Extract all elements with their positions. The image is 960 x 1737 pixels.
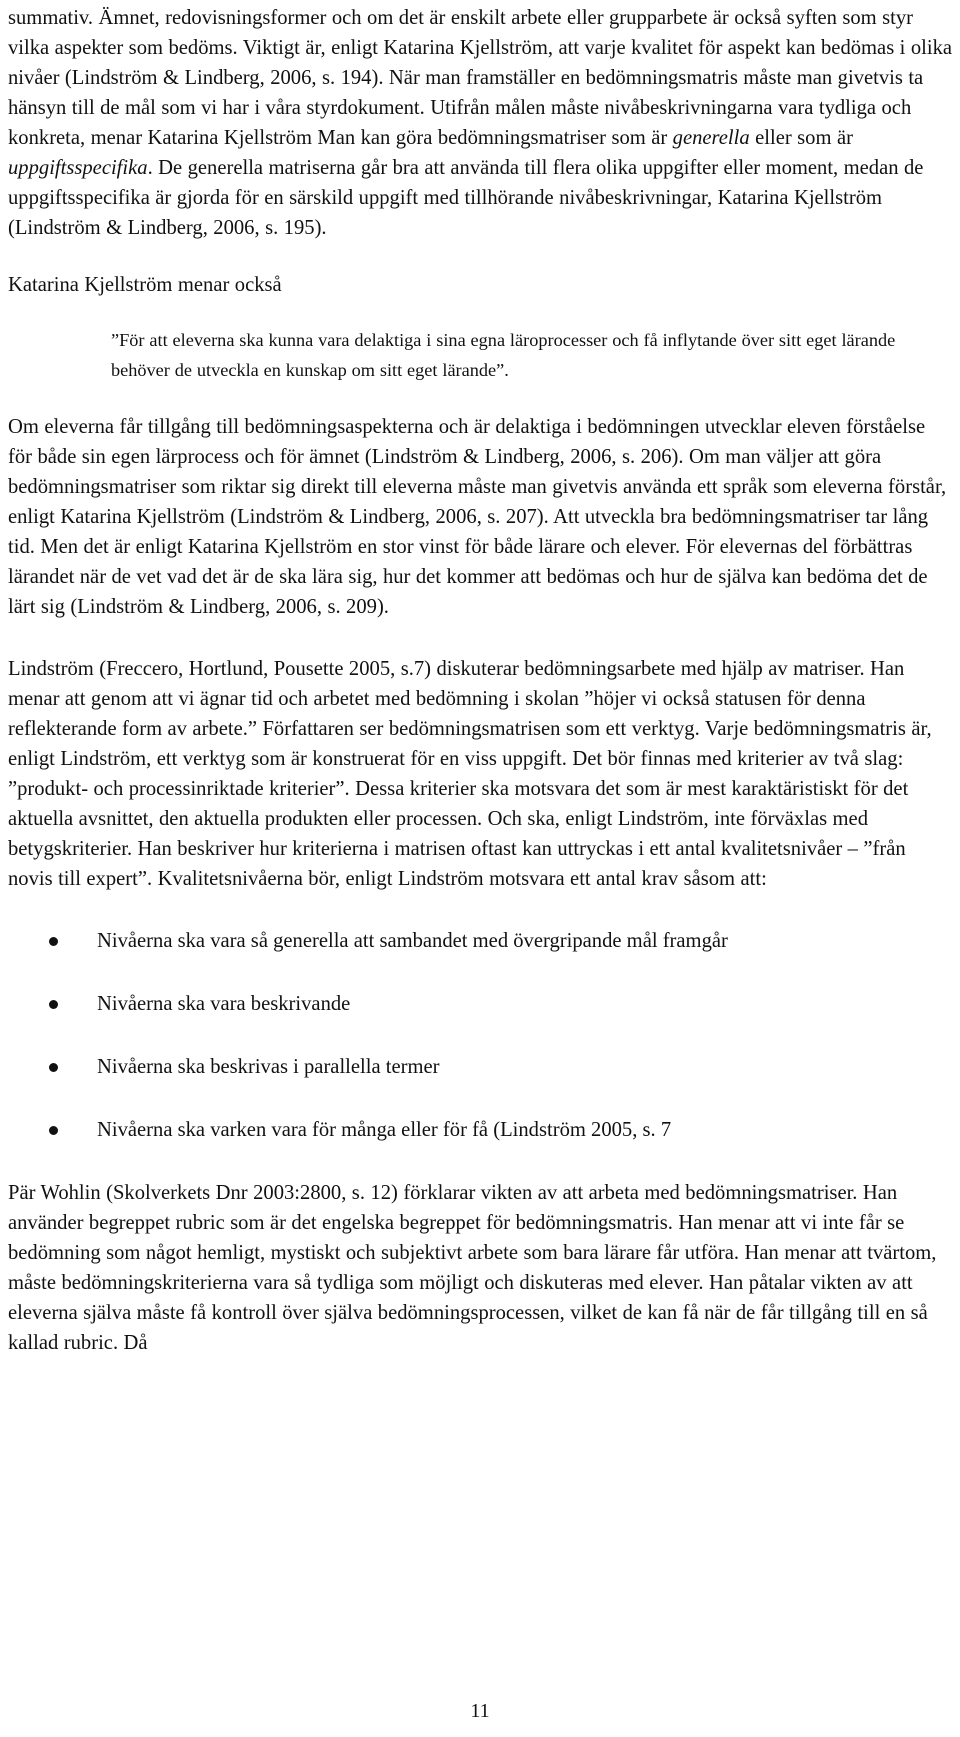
- bullet-icon: [49, 1126, 58, 1135]
- list-item-text: Nivåerna ska vara beskrivande: [97, 993, 351, 1015]
- bullet-icon: [49, 1063, 58, 1072]
- body-paragraph: Pär Wohlin (Skolverkets Dnr 2003:2800, s. 12) förklarar vikten av att arbeta med bedömningsmatriser. Han använder begreppet rubric som är det engelska begreppet för bedömningsmatris. Han menar att vi inte får se bedömning som något hemligt, mystiskt och subjektivt arbete som bara lärare får utföra. Han menar att tvärtom, måste bedömningskriterierna vara så tydliga som möjligt och diskuteras med elever. Han påtalar vikten av att eleverna själva måste få kontroll över själva bedömningsprocessen, vilket de kan få när de får tillgång till en så kallad rubric. Då: [8, 1182, 937, 1354]
- paragraph-text: summativ. Ämnet, redovisningsformer och om det är enskilt arbete eller grupparbete är också syften som styr vilka aspekter som bedöms. Viktigt är, enligt Katarina Kjellström, att varje kvalitet för aspekt kan bedömas i olika nivåer (Lindström & Lindberg, 2006, s. 194). När man framställer en bedömningsmatris måste man givetvis ta hänsyn till de mål som vi har i våra styrdokument. Utifrån målen måste nivåbeskrivningarna vara tydliga och konkreta, menar Katarina Kjellström Man kan göra bedömningsmatriser som är: [8, 7, 953, 149]
- bullet-icon: [49, 937, 58, 946]
- document-page: [8, 0, 952, 1358]
- page-number: 11: [470, 1700, 490, 1722]
- list-item-text: Nivåerna ska vara så generella att sambandet med övergripande mål framgår: [97, 930, 728, 952]
- list-item-text: Nivåerna ska varken vara för många eller för få (Lindström 2005, s. 7: [97, 1119, 672, 1141]
- quote-intro: Katarina Kjellström menar också: [8, 274, 282, 296]
- block-quote: ”För att eleverna ska kunna vara delaktiga i sina egna läroprocesser och få inflytande över sitt eget lärande behöver de utveckla en kunskap om sitt eget lärande”.: [111, 330, 896, 380]
- paragraph-text: eller som är: [749, 127, 853, 149]
- emphasis-generella: generella: [672, 127, 750, 149]
- bullet-list: [8, 926, 952, 1145]
- bullet-icon: [49, 1000, 58, 1009]
- paragraph-text: . De generella matriserna går bra att använda till flera olika uppgifter eller moment, medan de uppgiftsspecifika är gjorda för en särskild uppgift med tillhörande nivåbeskrivningar, Katarina Kjellström (Lindström & Lindberg, 2006, s. 195).: [8, 157, 924, 239]
- body-paragraph: [8, 3, 952, 243]
- list-item-text: Nivåerna ska beskrivas i parallella termer: [97, 1056, 440, 1078]
- body-paragraph: Om eleverna får tillgång till bedömningsaspekterna och är delaktiga i bedömningen utvecklar eleven förståelse för både sin egen lärprocess och för ämnet (Lindström & Lindberg, 2006, s. 206). Om man väljer att göra bedömningsmatriser som riktar sig direkt till eleverna måste man givetvis använda ett språk som eleverna förstår, enligt Katarina Kjellström (Lindström & Lindberg, 2006, s. 207). Att utveckla bra bedömningsmatriser tar lång tid. Men det är enligt Katarina Kjellström en stor vinst för både lärare och elever. För elevernas del förbättras lärandet när de vet vad det är de ska lära sig, hur det kommer att bedömas och hur de själva kan bedöma det de lärt sig (Lindström & Lindberg, 2006, s. 209).: [8, 416, 947, 618]
- list-item: [8, 1115, 952, 1145]
- list-item: [8, 926, 952, 956]
- list-item: [8, 1052, 952, 1082]
- body-paragraph: Lindström (Freccero, Hortlund, Pousette 2005, s.7) diskuterar bedömningsarbete med hjälp av matriser. Han menar att genom att vi ägnar tid och arbetet med bedömning i skolan ”höjer vi också statusen för denna reflekterande form av arbete.” Författaren ser bedömningsmatrisen som ett verktyg. Varje bedömningsmatris är, enligt Lindström, ett verktyg som är konstruerat för en viss uppgift. Det bör finnas med kriterier av två slag: ”produkt- och processinriktade kriterier”. Dessa kriterier ska motsvara det som är mest karaktäristiskt för det aktuella avsnittet, den aktuella produkten eller processen. Och ska, enligt Lindström, inte förväxlas med betygskriterier. Han beskriver hur kriterierna i matrisen oftast kan uttryckas i ett antal kvalitetsnivåer – ”från novis till expert”. Kvalitetsnivåerna bör, enligt Lindström motsvara ett antal krav såsom att:: [8, 658, 932, 890]
- emphasis-uppgiftsspecifika: uppgiftsspecifika: [8, 157, 148, 179]
- list-item: [8, 989, 952, 1019]
